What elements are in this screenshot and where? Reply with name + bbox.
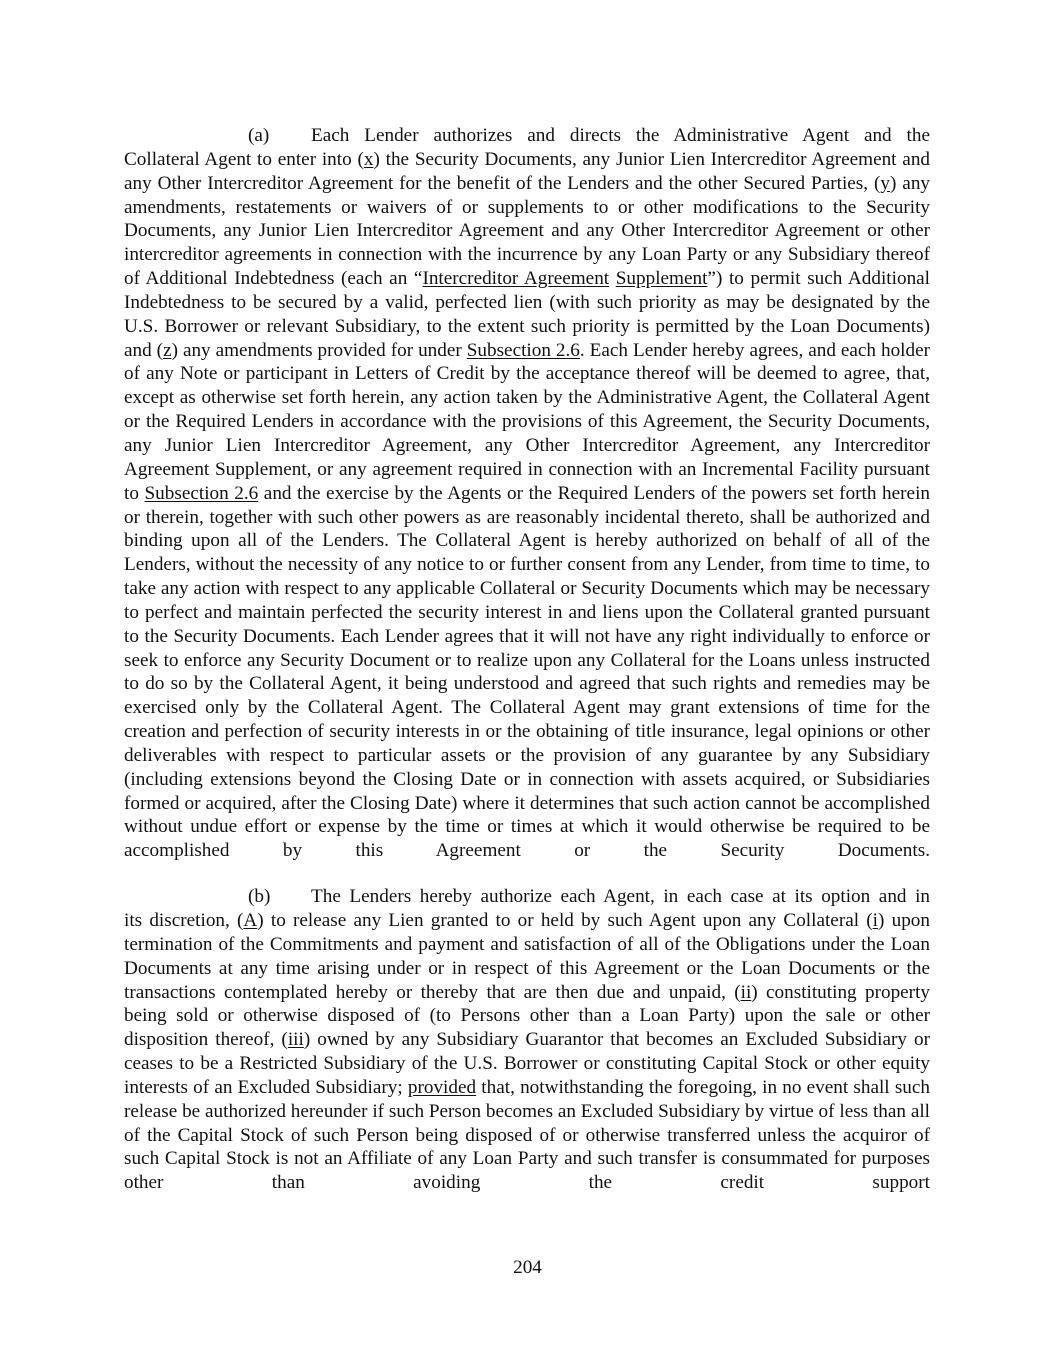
paragraph-a-first-line: (a) Each Lender authorizes and directs the Administrative Agent and the xyxy=(248,125,930,146)
section-label-a: (a) xyxy=(248,125,270,146)
paragraph-b-first-line: (b) The Lenders hereby authorize each Agent, in each case at its option and in xyxy=(248,886,930,908)
defined-term: Intercreditor Agreement xyxy=(422,268,610,290)
cross-reference: Subsection 2.6 xyxy=(466,339,580,361)
defined-term-provided: provided xyxy=(407,1076,477,1098)
section-label-b: (b) xyxy=(248,886,271,908)
page-number: 204 xyxy=(513,1257,542,1278)
defined-term: Supplement xyxy=(615,268,708,290)
cross-reference: Subsection 2.6 xyxy=(144,482,259,504)
paragraph-b: (b) The Lenders hereby authorize each Agent, in each case at its option and in its discretion, (A) to release any Lien granted to or held by such Agent upon any Collateral (i) upon termination of the Commitments and payment and satisfaction of all of the Obligations under the Loan Documents at any time arising under or in respect of this Agreement or the Loan Documents or the transactions contemplated hereby or thereby that are then due and unpaid, (ii) constituting property being sold or otherwise disposed of (to Persons other than a Loan Party) upon the sale or other disposition thereof, (iii) owned by any Subsidiary Guarantor that becomes an Excluded Subsidiary or ceases to be a Restricted Subsidiary of the U.S. Borrower or constituting Capital Stock or other equity interests of an Excluded Subsidiary; provided that, notwithstanding the foregoing, in no event shall such release be authorized hereunder if such Person becomes an Excluded Subsidiary by virtue of less than all of the Capital Stock of such Person being disposed of or otherwise transferred unless the acquiror of such Capital Stock is not an Affiliate of any Loan Party and such transfer is consummated for purposes other than avoiding the credit support xyxy=(124,886,931,1194)
paragraph-a: (a) Each Lender authorizes and directs the Administrative Agent and the Collateral Agent to enter into (x) the Security Documents, any Junior Lien Intercreditor Agreement and any Other Intercreditor Agreement for the benefit of the Lenders and the other Secured Parties, (y) any amendments, restatements or waivers of or supplements to or other modifications to the Security Documents, any Junior Lien Intercreditor Agreement and any Other Intercreditor Agreement or other intercreditor agreements in connection with the incurrence by any Loan Party or any Subsidiary thereof of Additional Indebtedness (each an “Intercreditor Agreement Supplement”) to permit such Additional Indebtedness to be secured by a valid, perfected lien (with such priority as may be designated by the U.S. Borrower or relevant Subsidiary, to the extent such priority is permitted by the Loan Documents) and (z) any amendments provided for under Subsection 2.6. Each Lender hereby agrees, and each holder of any Note or participant in Letters of Credit by the acceptance thereof will be deemed to agree, that, except as otherwise set forth herein, any action taken by the Administrative Agent, the Collateral Agent or the Required Lenders in accordance with the provisions of this Agreement, the Security Documents, any Junior Lien Intercreditor Agreement, any Other Intercreditor Agreement, any Intercreditor Agreement Supplement, or any agreement required in connection with an Incremental Facility pursuant to Subsection 2.6 and the exercise by the Agents or the Required Lenders of the powers set forth herein or therein, together with such other powers as are reasonably incidental thereto, shall be authorized and binding upon all of the Lenders. The Collateral Agent is hereby authorized on behalf of all of the Lenders, without the necessity of any notice to or further consent from any Lender, from time to time, to take any action with respect to any applicable Collateral or Security Documents which may be necessary to perfect and maintain perfected the security interest in and liens upon the Collateral granted pursuant to the Security Documents. Each Lender agrees that it will not have any right individually to enforce or seek to enforce any Security Document or to realize upon any Collateral for the Loans unless instructed to do so by the Collateral Agent, it being understood and agreed that such rights and remedies may be exercised only by the Collateral Agent. The Collateral Agent may grant extensions of time for the creation and perfection of security interests in or the obtaining of title insurance, legal opinions or other deliverables with respect to particular assets or the provision of any guarantee by any Subsidiary (including extensions beyond the Closing Date or in connection with assets acquired, or Subsidiaries formed or acquired, after the Closing Date) where it determines that such action cannot be accomplished without undue effort or expense by the time or times at which it would otherwise be required to be accomplished by this Agreement or the Security Documents. xyxy=(124,125,931,862)
document-page xyxy=(124,124,930,1195)
